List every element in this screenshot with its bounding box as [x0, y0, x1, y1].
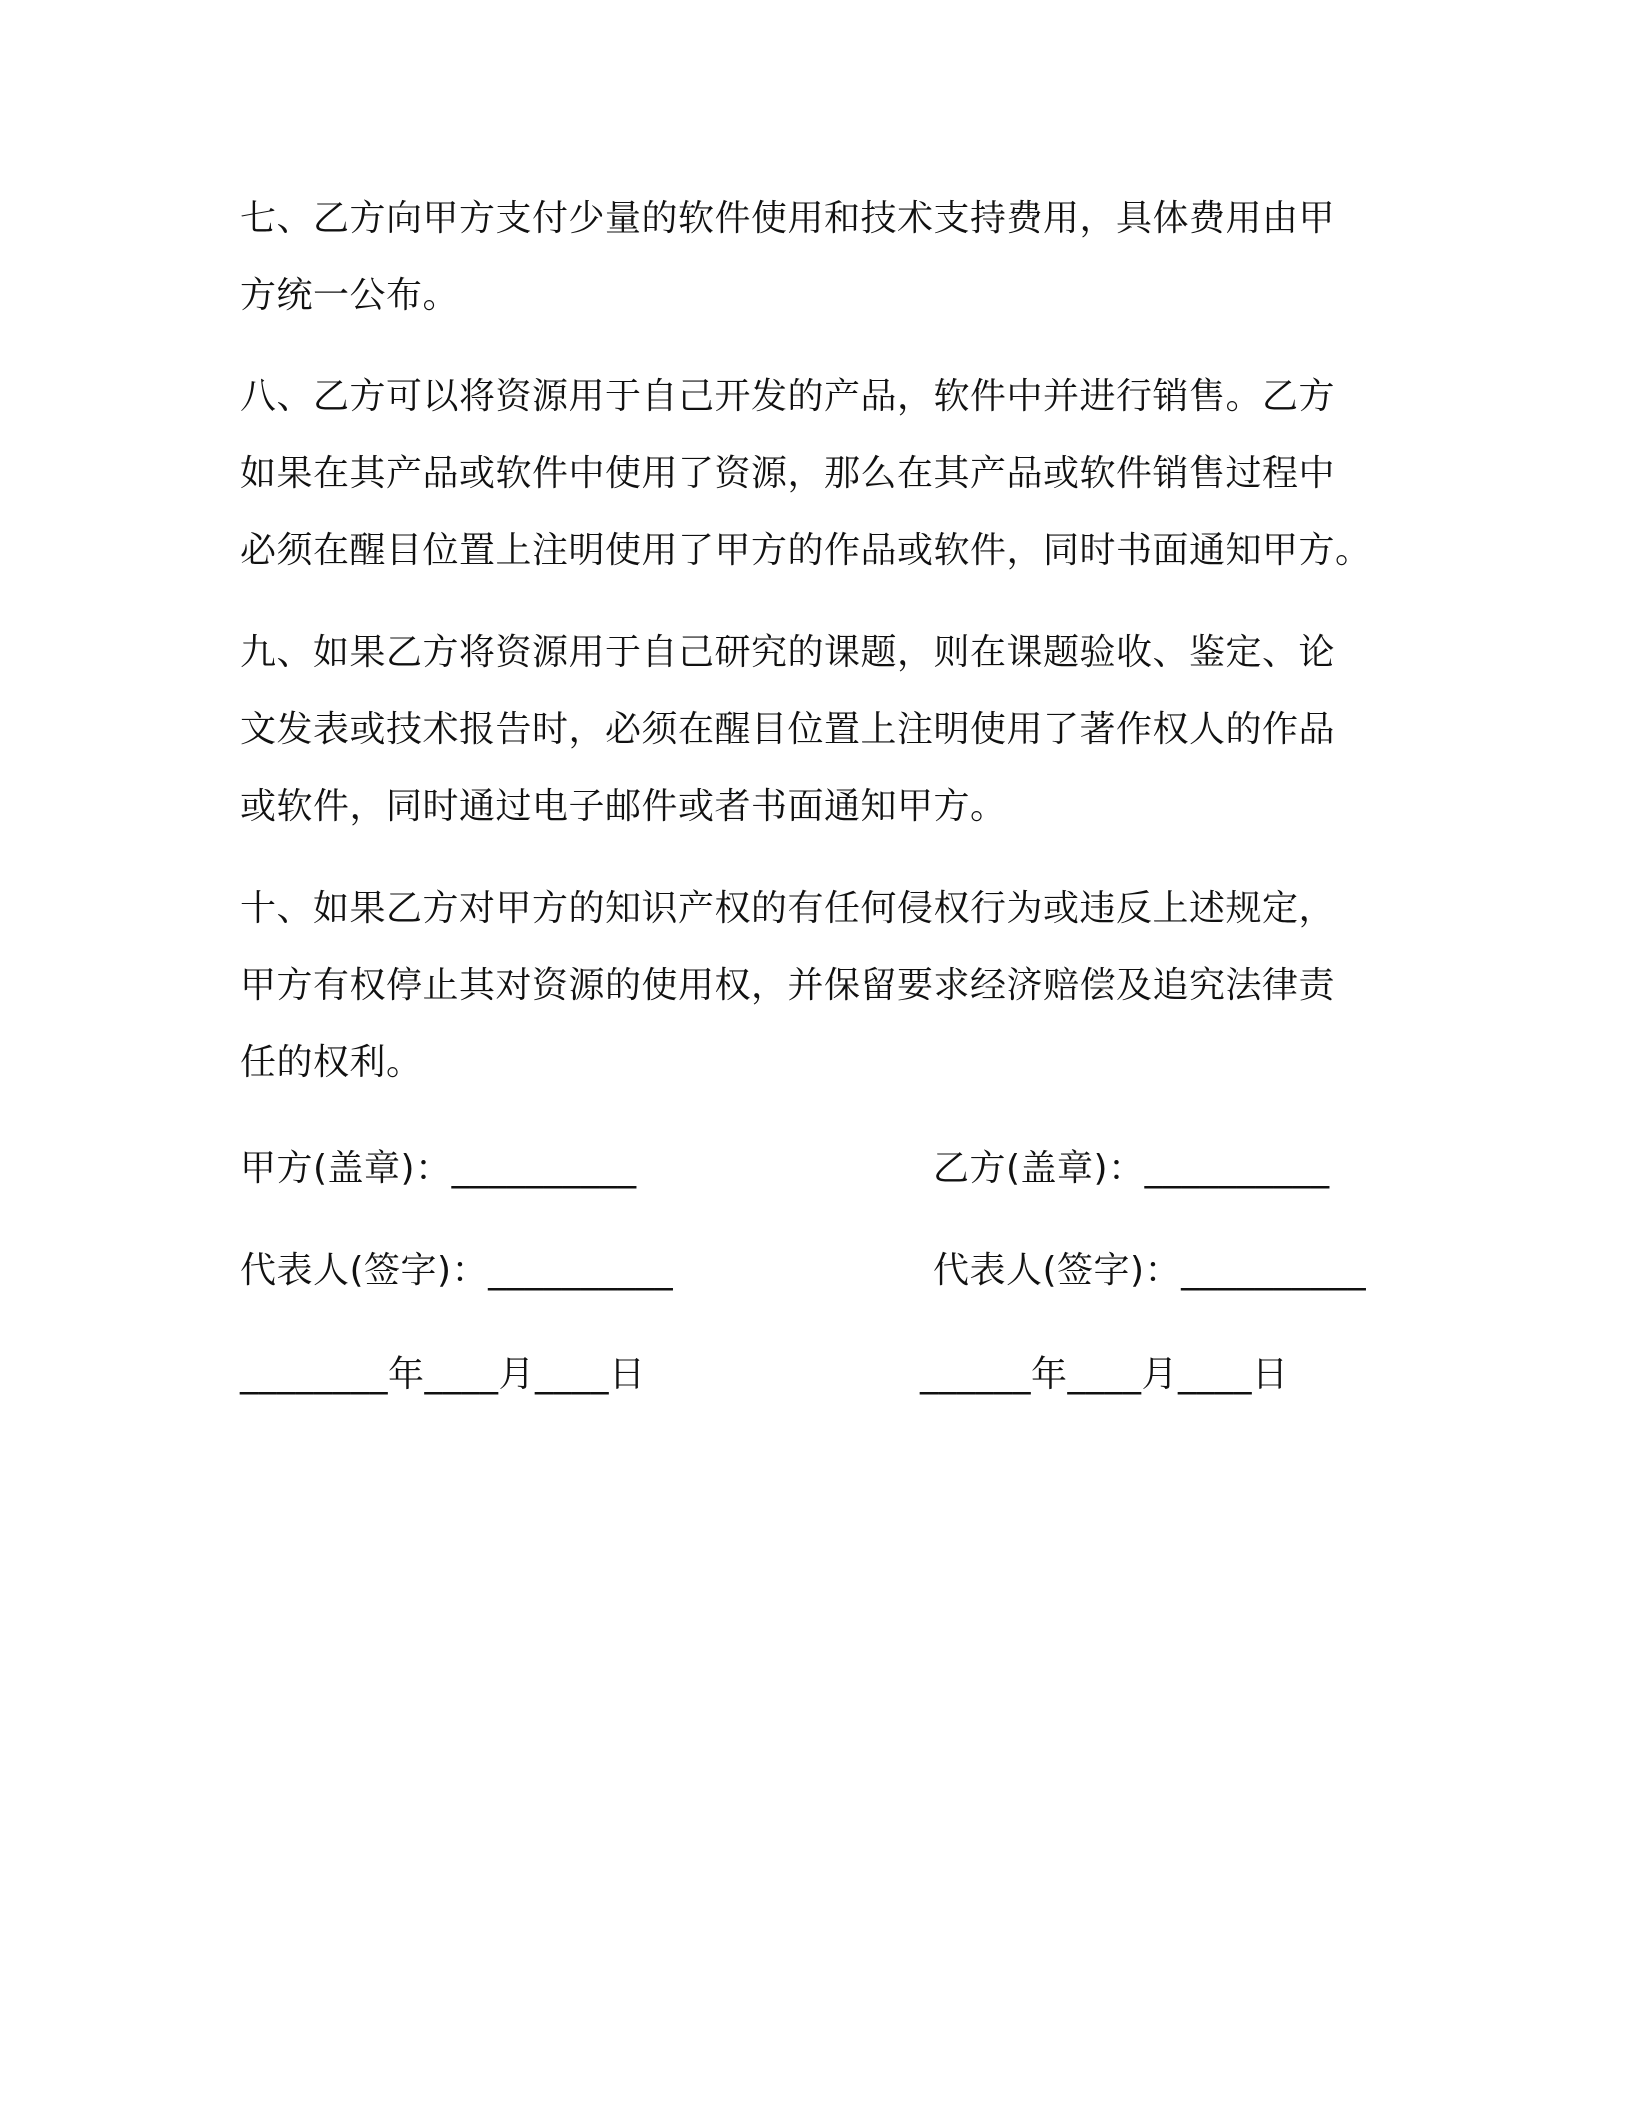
clause-8-line-2: 如果在其产品或软件中使用了资源，那么在其产品或软件销售过程中 [240, 453, 1336, 494]
clause-8 [240, 358, 1372, 589]
party-b-date-field: ______年____月____日 [920, 1354, 1289, 1395]
clause-9-line-3: 或软件，同时通过电子邮件或者书面通知甲方。 [240, 786, 1007, 827]
clause-10-line-2: 甲方有权停止其对资源的使用权，并保留要求经济赔偿及追究法律责 [240, 965, 1336, 1006]
clause-9-line-1: 九、如果乙方将资源用于自己研究的课题，则在课题验收、鉴定、论 [240, 632, 1336, 673]
clause-10-line-3: 任的权利。 [240, 1042, 423, 1083]
party-a-seal-field: 甲方(盖章)：__________ [240, 1148, 637, 1189]
clause-9 [240, 614, 1335, 845]
clause-9-line-2: 文发表或技术报告时，必须在醒目位置上注明使用了著作权人的作品 [240, 709, 1336, 750]
clause-10 [240, 870, 1335, 1101]
clause-8-line-3: 必须在醒目位置上注明使用了甲方的作品或软件，同时书面通知甲方。 [240, 530, 1372, 571]
party-a-representative-field: 代表人(签字)：__________ [240, 1250, 674, 1291]
party-b-seal-field: 乙方(盖章)：__________ [933, 1148, 1330, 1189]
clause-7 [240, 180, 1335, 334]
clause-7-line-2: 方统一公布。 [240, 275, 460, 316]
party-b-representative-field: 代表人(签字)：__________ [933, 1250, 1367, 1291]
clause-7-line-1: 七、乙方向甲方支付少量的软件使用和技术支持费用，具体费用由甲 [240, 198, 1336, 239]
party-a-date-field: ________年____月____日 [240, 1354, 646, 1395]
clause-10-line-1: 十、如果乙方对甲方的知识产权的有任何侵权行为或违反上述规定， [240, 888, 1336, 929]
clause-8-line-1: 八、乙方可以将资源用于自己开发的产品，软件中并进行销售。乙方 [240, 376, 1336, 417]
